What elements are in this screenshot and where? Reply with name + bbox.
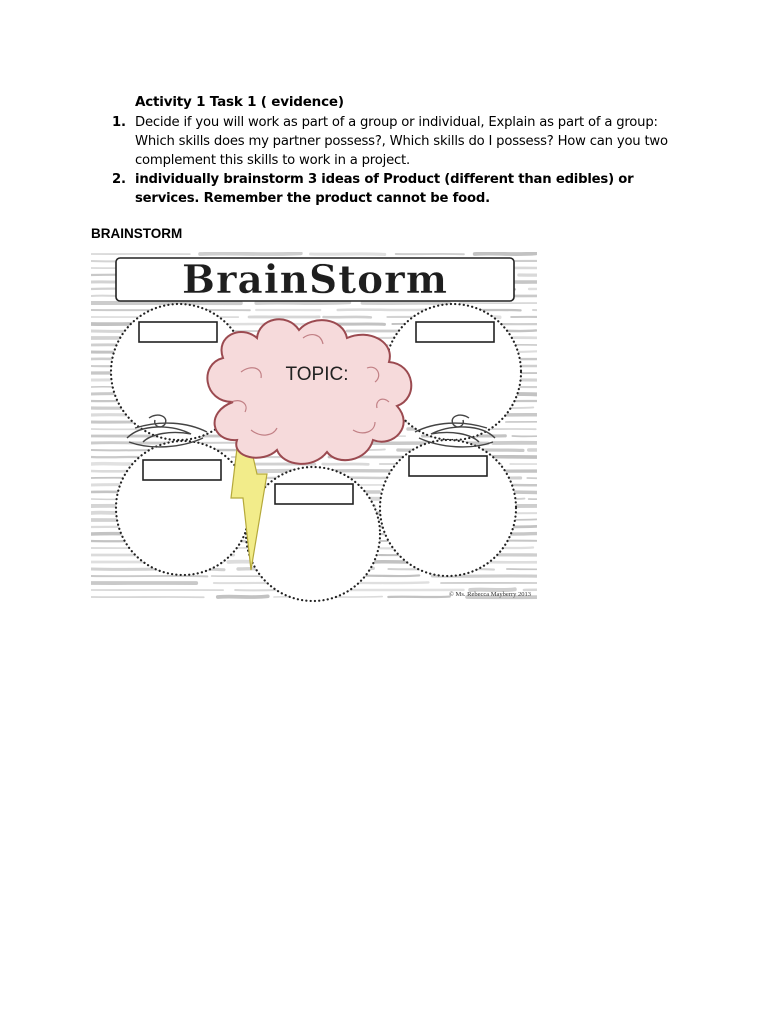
task-number: 2. bbox=[112, 172, 126, 187]
background-streak bbox=[470, 589, 515, 590]
topic-label: TOPIC: bbox=[285, 364, 349, 385]
idea-label-box-top-right bbox=[416, 322, 494, 342]
background-streak bbox=[533, 310, 537, 311]
idea-label-box-top-left bbox=[139, 322, 217, 342]
idea-label-box-bottom-left bbox=[143, 460, 221, 480]
task-heading: Activity 1 Task 1 ( evidence) bbox=[135, 94, 344, 110]
background-streak bbox=[513, 485, 537, 486]
brainstorm-organizer bbox=[91, 252, 537, 604]
section-label: BRAINSTORM bbox=[91, 226, 183, 241]
task-text: Decide if you will work as part of a group or individual, Explain as part of a group: Which skills does my partner possess?, Which skills do I possess? How can you two complement this skills to work in a project. bbox=[135, 115, 668, 168]
background-streak bbox=[501, 415, 537, 416]
background-streak bbox=[388, 597, 449, 598]
background-streak bbox=[488, 562, 537, 563]
background-streak bbox=[218, 596, 268, 597]
task-item-1 bbox=[112, 113, 692, 170]
background-streak bbox=[512, 436, 537, 437]
background-streak bbox=[527, 478, 537, 479]
background-streak bbox=[200, 253, 301, 254]
copyright-credit: © Ms. Rebecca Mayberry 2013 bbox=[448, 591, 531, 598]
organizer-title: BrainStorm bbox=[182, 257, 448, 303]
task-text: individually brainstorm 3 ideas of Product (different than edibles) or services. Remember the product cannot be food. bbox=[135, 172, 634, 206]
background-streak bbox=[338, 309, 440, 310]
task-list bbox=[112, 113, 692, 208]
background-streak bbox=[507, 569, 537, 570]
background-streak bbox=[475, 253, 536, 254]
task-item-2 bbox=[112, 170, 692, 208]
idea-label-box-bottom-right bbox=[409, 456, 487, 476]
task-number: 1. bbox=[112, 115, 126, 130]
idea-label-box-bottom-center bbox=[275, 484, 353, 504]
topic-cloud-icon bbox=[207, 319, 411, 464]
